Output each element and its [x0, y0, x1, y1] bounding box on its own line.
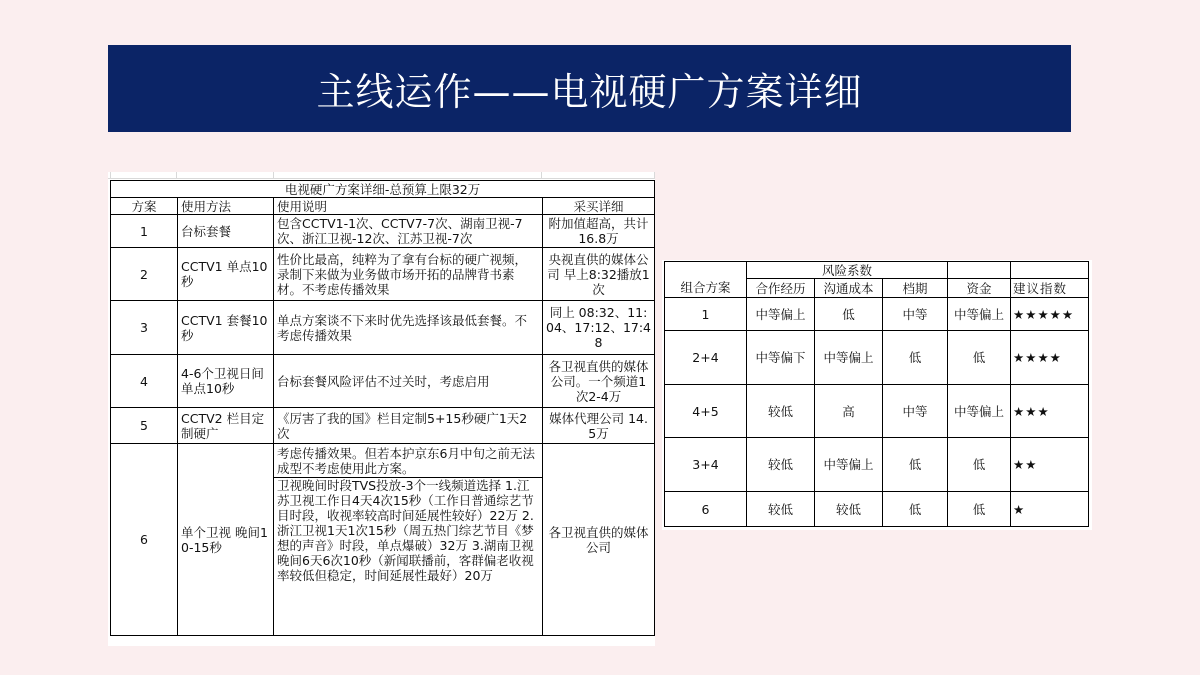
plan-number: 2	[111, 248, 178, 301]
empty-cell	[1011, 262, 1089, 279]
header-cell: 档期	[883, 279, 948, 298]
table-row	[665, 492, 1089, 527]
risk-group-header-row	[665, 262, 1089, 279]
table-row	[111, 355, 655, 408]
plan-method: CCTV1 套餐10秒	[178, 301, 274, 355]
funds-cell: 低	[948, 438, 1011, 492]
plan-method: 单个卫视 晚间10-15秒	[178, 444, 274, 636]
schedule-cell: 中等	[883, 298, 948, 331]
history-cell: 中等偏上	[747, 298, 815, 331]
plan-number: 6	[111, 444, 178, 636]
risk-sheet	[662, 260, 1092, 530]
schedule-cell: 低	[883, 492, 948, 527]
plan-purchase: 附加值超高，共计16.8万	[543, 215, 655, 248]
table-row	[665, 298, 1089, 331]
plan-purchase: 各卫视直供的媒体公司	[543, 444, 655, 636]
plan-table	[110, 180, 655, 636]
empty-cell	[665, 262, 747, 279]
table-row	[665, 331, 1089, 385]
plan-description: 包含CCTV1-1次、CCTV7-7次、湖南卫视-7次、浙江卫视-12次、江苏卫视-7次	[274, 215, 543, 248]
comm-cell: 中等偏上	[815, 331, 883, 385]
header-cell: 建议指数	[1011, 279, 1089, 298]
plan-description: 单点方案谈不下来时优先选择该最低套餐。不考虑传播效果	[274, 301, 543, 355]
header-cell: 使用方法	[178, 198, 274, 215]
table-header-row	[111, 198, 655, 215]
funds-cell: 低	[948, 331, 1011, 385]
rating-stars: ★★★★	[1011, 331, 1089, 385]
plan-method: CCTV2 栏目定制硬广	[178, 408, 274, 444]
header-cell: 资金	[948, 279, 1011, 298]
comm-cell: 较低	[815, 492, 883, 527]
combo-cell: 6	[665, 492, 747, 527]
plan-description: 性价比最高，纯粹为了拿有台标的硬广视频，录制下来做为业务做市场开拓的品牌背书素材。不考虑传播效果	[274, 248, 543, 301]
table-row	[111, 444, 655, 478]
plan-method: 台标套餐	[178, 215, 274, 248]
cropped-row-stub	[108, 172, 655, 179]
header-cell: 组合方案	[665, 279, 747, 298]
rating-stars: ★	[1011, 492, 1089, 527]
header-cell: 沟通成本	[815, 279, 883, 298]
header-cell: 使用说明	[274, 198, 543, 215]
rating-stars: ★★★	[1011, 385, 1089, 438]
table-row	[665, 438, 1089, 492]
header-cell: 采买详细	[543, 198, 655, 215]
empty-cell	[948, 262, 1011, 279]
combo-cell: 3+4	[665, 438, 747, 492]
table-row	[111, 248, 655, 301]
plan-description: 台标套餐风险评估不过关时，考虑启用	[274, 355, 543, 408]
plan-purchase: 同上 08:32、11:04、17:12、17:48	[543, 301, 655, 355]
funds-cell: 中等偏上	[948, 298, 1011, 331]
plan-purchase: 央视直供的媒体公司 早上8:32播放1次	[543, 248, 655, 301]
schedule-cell: 低	[883, 331, 948, 385]
combo-cell: 4+5	[665, 385, 747, 438]
plan-purchase: 媒体代理公司 14.5万	[543, 408, 655, 444]
plan-description-detail: 卫视晚间时段TVS投放-3个一线频道选择 1.江苏卫视工作日4天4次15秒（工作日普通综艺节目时段，收视率较高时间延展性较好）22万 2.浙江卫视1天1次15秒（周五热门综艺节目《梦想的声音》时段，单点爆破）32万 3.湖南卫视晚间6天6次10秒（新闻联播前，客群偏老收视率较低但稳定，时间延展性最好）20万	[274, 478, 543, 636]
rating-stars: ★★	[1011, 438, 1089, 492]
plan-number: 1	[111, 215, 178, 248]
funds-cell: 中等偏上	[948, 385, 1011, 438]
risk-group-header: 风险系数	[747, 262, 948, 279]
title-banner	[108, 45, 1071, 132]
history-cell: 较低	[747, 438, 815, 492]
funds-cell: 低	[948, 492, 1011, 527]
history-cell: 较低	[747, 385, 815, 438]
comm-cell: 低	[815, 298, 883, 331]
slide-title: 主线运作——电视硬广方案详细	[316, 70, 863, 114]
table-row	[111, 215, 655, 248]
plan-method: CCTV1 单点10秒	[178, 248, 274, 301]
history-cell: 较低	[747, 492, 815, 527]
header-cell: 方案	[111, 198, 178, 215]
header-cell: 合作经历	[747, 279, 815, 298]
schedule-cell: 低	[883, 438, 948, 492]
history-cell: 中等偏下	[747, 331, 815, 385]
combo-cell: 2+4	[665, 331, 747, 385]
table-caption-row	[111, 181, 655, 198]
plan-description: 考虑传播效果。但若本护京东6月中旬之前无法成型不考虑使用此方案。	[274, 444, 543, 478]
plan-purchase: 各卫视直供的媒体公司。一个频道1次2-4万	[543, 355, 655, 408]
plan-number: 5	[111, 408, 178, 444]
table-row	[665, 385, 1089, 438]
plan-number: 4	[111, 355, 178, 408]
rating-stars: ★★★★★	[1011, 298, 1089, 331]
comm-cell: 中等偏上	[815, 438, 883, 492]
table-caption: 电视硬广方案详细-总预算上限32万	[111, 181, 655, 198]
risk-header-row	[665, 279, 1089, 298]
table-row	[111, 408, 655, 444]
plan-method: 4-6个卫视日间单点10秒	[178, 355, 274, 408]
table-row	[111, 301, 655, 355]
schedule-cell: 中等	[883, 385, 948, 438]
plan-number: 3	[111, 301, 178, 355]
plan-description: 《厉害了我的国》栏目定制5+15秒硬广1天2次	[274, 408, 543, 444]
plan-sheet	[108, 172, 655, 646]
combo-cell: 1	[665, 298, 747, 331]
risk-table	[664, 261, 1089, 527]
comm-cell: 高	[815, 385, 883, 438]
